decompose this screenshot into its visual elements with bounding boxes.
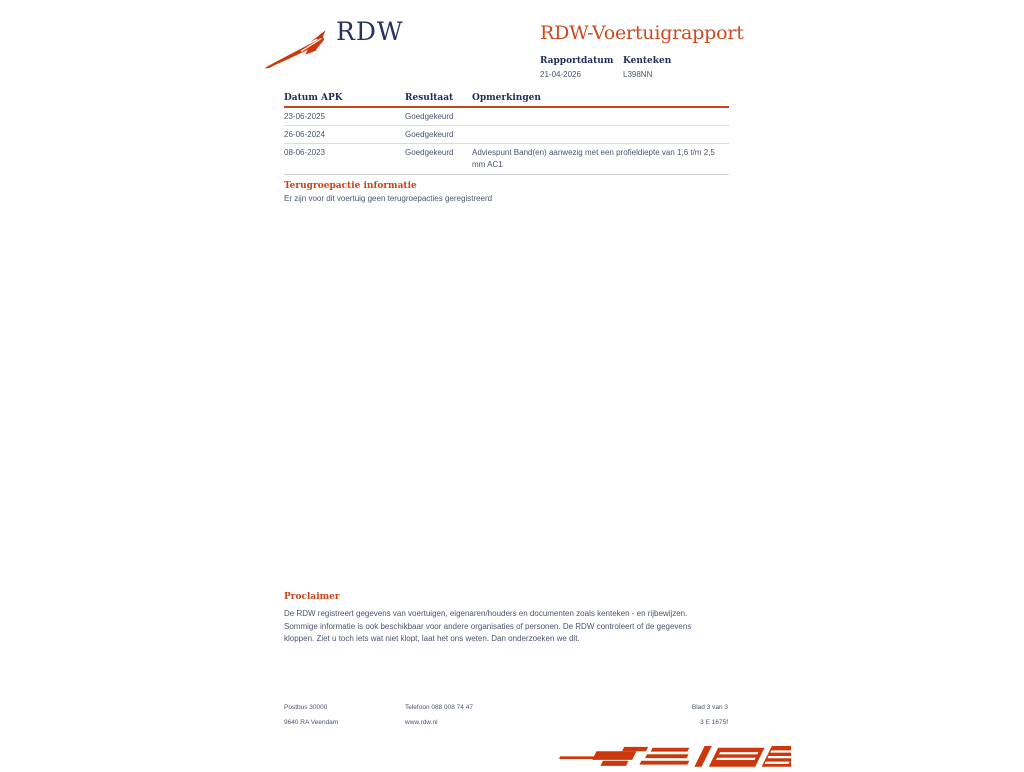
table-row bbox=[284, 144, 729, 175]
page-title: RDW-Voertuigrapport bbox=[540, 22, 744, 44]
proclaimer-heading: Proclaimer bbox=[284, 592, 340, 602]
footer-phone: Telefoon 088 008 74 47 bbox=[405, 704, 473, 711]
header-resultaat: Resultaat bbox=[405, 93, 454, 103]
proclaimer-text: De RDW registreert gegevens van voertuigen, eigenaren/houders en documenten zoals kenteken - en rijbewijzen. Sommige informatie is ook beschikbaar voor andere organisaties of personen. De RDW controleert of de gegevens kloppen. Ziet u toch iets wat niet klopt, laat het ons weten. Dan onderzoeken we dit. bbox=[284, 609, 692, 644]
cell-datum: 23-06-2025 bbox=[284, 111, 325, 121]
rapportdatum-value: 21-04-2026 bbox=[540, 70, 581, 79]
rapportdatum-field bbox=[540, 56, 623, 79]
footer-stripes-graphic bbox=[551, 746, 791, 772]
cell-resultaat: Goedgekeurd bbox=[405, 111, 454, 121]
cell-resultaat: Goedgekeurd bbox=[405, 147, 454, 157]
kenteken-value: L398NN bbox=[623, 70, 653, 79]
footer-website: www.rdw.nl bbox=[405, 718, 438, 726]
apk-history-table bbox=[284, 93, 729, 175]
cell-datum: 08-06-2023 bbox=[284, 147, 325, 157]
cell-opmerkingen bbox=[472, 111, 729, 124]
terugroepactie-text: Er zijn voor dit voertuig geen terugroepacties geregistreerd bbox=[284, 194, 493, 203]
footer-page-info bbox=[528, 701, 728, 730]
table-row bbox=[284, 126, 729, 144]
table-header-row bbox=[284, 93, 729, 108]
table-row bbox=[284, 108, 729, 126]
rdw-logo-text: RDW bbox=[336, 17, 404, 46]
rdw-wing-logo-icon bbox=[263, 29, 331, 71]
terugroepactie-heading: Terugroepactie informatie bbox=[284, 181, 417, 191]
header-datum-apk: Datum APK bbox=[284, 93, 343, 103]
footer-page-indicator: Blad 3 van 3 bbox=[691, 704, 728, 711]
cell-datum: 26-06-2024 bbox=[284, 129, 325, 139]
cell-opmerkingen bbox=[472, 129, 729, 142]
footer-postbus: Postbus 30000 bbox=[284, 704, 328, 711]
cell-opmerkingen: Adviespunt Band(en) aanwezig met een profieldiepte van 1,6 t/m 2,5 mm AC1 bbox=[472, 147, 715, 169]
rapportdatum-label: Rapportdatum bbox=[540, 56, 614, 66]
report-meta bbox=[540, 56, 671, 79]
cell-resultaat: Goedgekeurd bbox=[405, 129, 454, 139]
footer-form-code: 3 E 1675f bbox=[700, 718, 728, 726]
kenteken-label: Kenteken bbox=[623, 56, 672, 66]
kenteken-field bbox=[623, 56, 671, 79]
footer-contact bbox=[405, 701, 473, 730]
footer-city: 9640 RA Veendam bbox=[284, 718, 339, 726]
header-opmerkingen: Opmerkingen bbox=[472, 93, 541, 103]
footer-address bbox=[284, 701, 338, 730]
